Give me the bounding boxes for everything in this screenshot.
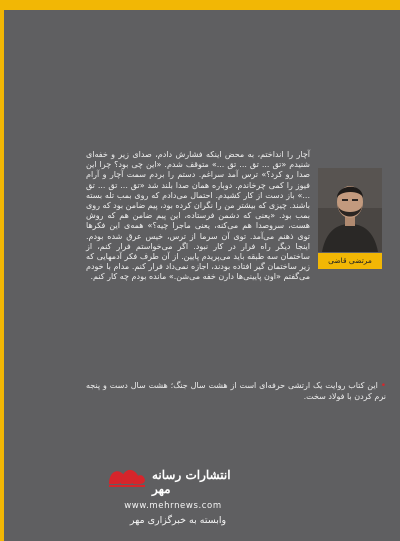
description-body: این کتاب روایت یک ارتشی حرفه‌ای است از هشت سال جنگ؛ هشت سال دست و پنجه نرم کردن با فولاد سخت. — [86, 381, 386, 401]
description-text — [86, 381, 386, 402]
author-photo — [318, 168, 382, 252]
publisher-name: انتشارات رسانه مهر — [152, 468, 231, 496]
top-accent-bar — [0, 0, 400, 10]
excerpt-paragraph: آچار را انداختم، به محض اینکه فشارش دادم، صدای زیر و خفه‌ای شنیدم «تق ... تق ... تق ...» متوقف شدم. «این چی بود؟ چرا این صدا رو کرد؟» ترس آمد سراغم. دستم را بردم سمت آچار و آرام فیوز را کمی چرخاندم. دوباره همان صدا بلند شد «تق ... تق ... تق ...» باز دست از کار کشیدم. احتمال می‌دادم که روی بمب تله بسته باشند. چیزی که بیشتر من را نگران کرده بود، پیم ضامن بود که روی بمب بود. «یعنی که دشمن فرستاده، این پیم ضامن هم که روش هست، سروصدا هم می‌کنه، یعنی ماجرا چیه؟» همه‌ی این فکرها توی ذهنم می‌آمد. توی آن سرما از ترس، خیس عرق شده بودم. اینجا دیگر راه فرار در کار نبود. اگر می‌خواستم فرار کنم، از ساختمان سه طبقه باید می‌پریدم پایین. از آن طرف فکر آدمهایی که زیر ساختمان گیر افتاده بودند، اجازه نمی‌داد فرار کنم. مدام با خودم می‌گفتم «اون پایینی‌ها دارن خفه می‌شن.» مانده بودم چه کار کنم. — [86, 150, 310, 282]
bullet-mark: • — [380, 381, 387, 391]
publisher-website: www.mehrnews.com — [124, 501, 222, 511]
publisher-affiliation: وابسته به خبرگزاری مهر — [129, 515, 227, 526]
spine-accent-stripe — [0, 10, 4, 541]
publisher-logo-icon — [105, 464, 147, 490]
book-excerpt — [86, 150, 310, 283]
author-name-label: مرتضی قاضی — [318, 253, 382, 269]
book-description — [86, 381, 386, 402]
